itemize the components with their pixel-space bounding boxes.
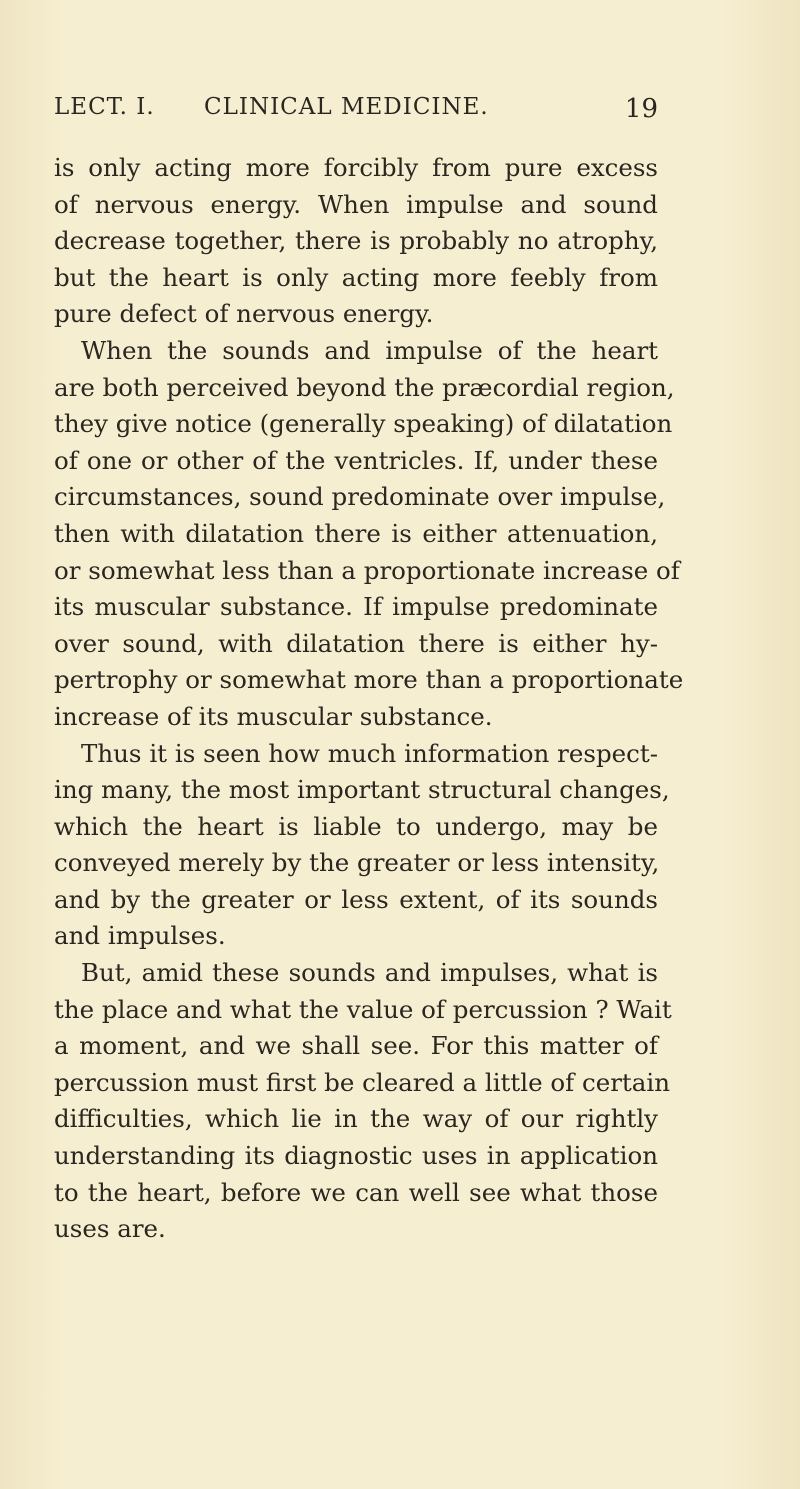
text-line: Thus it is seen how much information respect-: [81, 738, 658, 768]
text-line: But, amid these sounds and impulses, what is: [81, 958, 658, 988]
text-line: increase of its muscular substance.: [54, 701, 493, 731]
text-line: When the sounds and impulse of the heart: [81, 335, 658, 365]
text-line: but the heart is only acting more feebly from: [54, 262, 658, 292]
running-header: [54, 94, 658, 134]
text-line: a moment, and we shall see. For this matter of: [54, 1031, 658, 1061]
text-line: of nervous energy. When impulse and sound: [54, 189, 658, 219]
text-line: to the heart, before we can well see what those: [54, 1177, 658, 1207]
text-line: pure defect of nervous energy.: [54, 299, 434, 329]
text-line: and by the greater or less extent, of its sounds: [54, 884, 658, 914]
text-line: ing many, the most important structural changes,: [54, 775, 670, 805]
text-line: decrease together, there is probably no atrophy,: [54, 226, 658, 256]
text-line: its muscular substance. If impulse predominate: [54, 592, 658, 622]
text-line: over sound, with dilatation there is either hy-: [54, 628, 658, 658]
text-line: they give notice (generally speaking) of dilatation: [54, 409, 673, 439]
text-line: the place and what the value of percussion ? Wait: [54, 994, 672, 1024]
body-text: [54, 150, 684, 1248]
text-line: are both perceived beyond the præcordial region,: [54, 372, 675, 402]
text-line: uses are.: [54, 1214, 166, 1244]
header-title: CLINICAL MEDICINE.: [204, 94, 489, 120]
text-line: is only acting more forcibly from pure excess: [54, 153, 658, 182]
page-number: 19: [624, 94, 658, 124]
header-lecture: LECT. I.: [54, 94, 155, 120]
text-line: understanding its diagnostic uses in application: [54, 1141, 658, 1171]
text-line: circumstances, sound predominate over impulse,: [54, 482, 666, 512]
text-line: or somewhat less than a proportionate increase of: [54, 555, 680, 585]
text-line: and impulses.: [54, 921, 226, 951]
text-line: then with dilatation there is either attenuation,: [54, 518, 658, 548]
text-line: pertrophy or somewhat more than a proportionate: [54, 665, 684, 695]
text-line: of one or other of the ventricles. If, under these: [54, 445, 658, 475]
text-line: conveyed merely by the greater or less intensity,: [54, 848, 660, 878]
text-line: percussion must first be cleared a little of certain: [54, 1067, 670, 1097]
text-line: difficulties, which lie in the way of our rightly: [54, 1104, 658, 1134]
text-line: which the heart is liable to undergo, may be: [54, 811, 658, 841]
